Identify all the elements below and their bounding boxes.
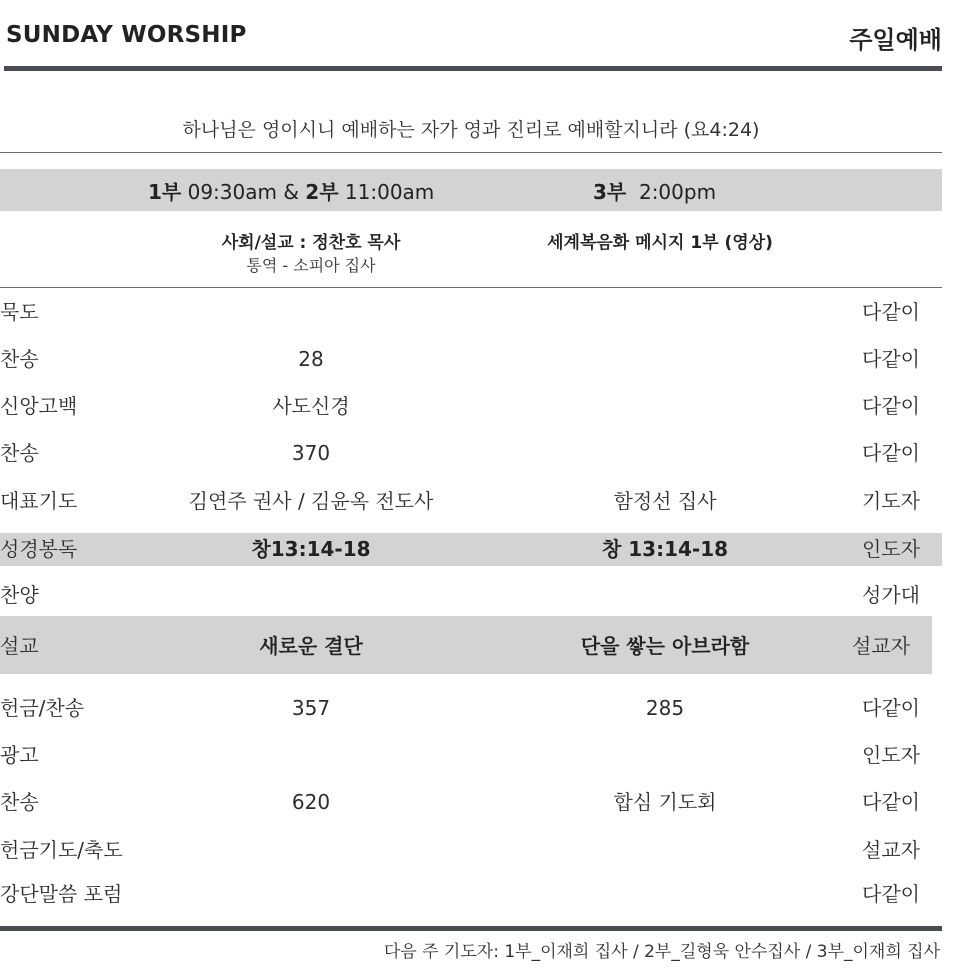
third-service-time-block xyxy=(593,176,716,205)
order-row xyxy=(0,874,942,914)
row-item: 설교 xyxy=(0,634,39,658)
row-service-3: 창 13:14-18 xyxy=(601,537,729,561)
second-service-label: 2부 xyxy=(305,180,339,204)
order-row-sermon xyxy=(0,626,942,666)
order-row xyxy=(0,481,942,521)
order-row xyxy=(0,292,942,332)
first-second-service-time xyxy=(148,176,434,205)
sermon-title-1-2: 새로운 결단 xyxy=(259,634,363,658)
first-service-label: 1부 xyxy=(148,180,182,204)
order-row xyxy=(0,339,942,379)
row-item: 광고 xyxy=(0,743,39,767)
row-participant: 다같이 xyxy=(862,790,920,814)
interpreter: 통역 - 소피아 집사 xyxy=(246,256,376,275)
row-item: 성경봉독 xyxy=(0,537,78,561)
presider-preacher: 사회/설교 : 정찬호 목사 xyxy=(221,233,401,253)
row-participant: 다같이 xyxy=(862,441,920,465)
row-item: 대표기도 xyxy=(0,489,78,513)
first-service-time: 09:30am & xyxy=(181,180,306,204)
sermon-title-3: 단을 쌓는 아브라함 xyxy=(580,634,750,658)
footer-divider xyxy=(0,926,942,931)
row-item: 강단말씀 포럼 xyxy=(0,882,123,906)
row-service-3: 합심 기도회 xyxy=(613,790,717,814)
row-participant: 인도자 xyxy=(862,743,920,767)
row-item: 찬송 xyxy=(0,441,39,465)
third-service-label: 3부 xyxy=(593,180,627,204)
row-item: 찬송 xyxy=(0,790,39,814)
third-service-time: 2:00pm xyxy=(626,180,717,204)
scripture-verse: 하나님은 영이시니 예배하는 자가 영과 진리로 예배할지니라 (요4:24) xyxy=(182,119,760,141)
row-participant: 다같이 xyxy=(862,394,920,418)
order-row xyxy=(0,735,942,775)
row-item: 헌금기도/축도 xyxy=(0,838,123,862)
third-service-message: 세계복음화 메시지 1부 (영상) xyxy=(547,233,773,253)
row-participant: 다같이 xyxy=(862,882,920,906)
row-participant: 인도자 xyxy=(862,537,920,561)
verse-divider xyxy=(0,152,942,153)
second-service-time: 11:00am xyxy=(338,180,435,204)
page-title-korean: 주일예배 xyxy=(849,26,942,54)
order-row-highlighted xyxy=(0,529,942,569)
row-service-1-2: 620 xyxy=(291,790,331,814)
row-participant: 설교자 xyxy=(862,838,920,862)
order-row xyxy=(0,575,942,615)
order-row xyxy=(0,782,942,822)
row-service-1-2: 370 xyxy=(291,441,331,465)
row-item: 찬송 xyxy=(0,347,39,371)
service-time-band xyxy=(0,169,942,211)
row-service-1-2: 김연주 권사 / 김윤옥 전도사 xyxy=(188,489,434,513)
leaders-divider xyxy=(0,287,942,288)
row-service-1-2: 창13:14-18 xyxy=(251,537,371,561)
row-service-3: 285 xyxy=(645,696,685,720)
row-service-1-2: 28 xyxy=(298,347,324,371)
row-service-1-2: 사도신경 xyxy=(272,394,350,418)
row-service-1-2: 357 xyxy=(291,696,331,720)
header-divider xyxy=(4,66,942,71)
row-participant: 성가대 xyxy=(862,583,920,607)
row-participant: 설교자 xyxy=(852,634,910,658)
row-service-3: 함정선 집사 xyxy=(613,489,717,513)
order-row xyxy=(0,688,942,728)
order-row xyxy=(0,433,942,473)
page-title-english: SUNDAY WORSHIP xyxy=(6,22,247,48)
row-participant: 다같이 xyxy=(862,347,920,371)
row-item: 신앙고백 xyxy=(0,394,78,418)
row-participant: 다같이 xyxy=(862,696,920,720)
row-item: 찬양 xyxy=(0,583,39,607)
row-item: 묵도 xyxy=(0,300,39,324)
row-participant: 다같이 xyxy=(862,300,920,324)
next-week-prayer-leaders: 다음 주 기도자: 1부_이재희 집사 / 2부_길형욱 안수집사 / 3부_이재희 집사 xyxy=(383,942,940,962)
order-row xyxy=(0,830,942,870)
row-participant: 기도자 xyxy=(862,489,920,513)
order-row xyxy=(0,386,942,426)
row-item: 헌금/찬송 xyxy=(0,696,85,720)
